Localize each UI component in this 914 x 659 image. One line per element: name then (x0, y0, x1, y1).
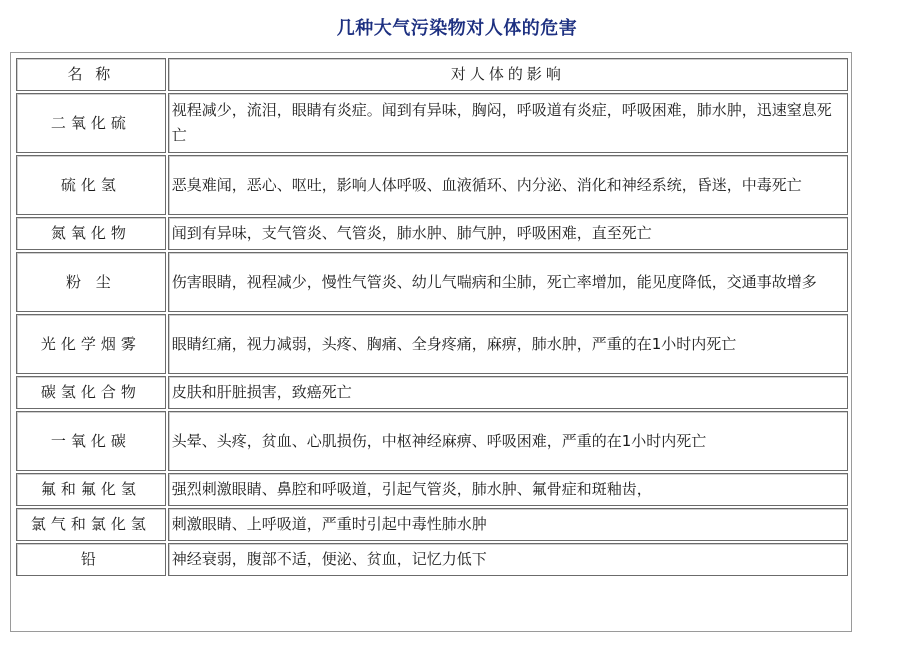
pollutant-name-cell: 光化学烟雾 (16, 314, 166, 374)
effect-cell: 刺激眼睛、上呼吸道，严重时引起中毒性肺水肿 (168, 508, 848, 541)
pollutant-name-cell: 氯气和氯化氢 (16, 508, 166, 541)
table-row (16, 473, 848, 506)
header-name-cell: 名 称 (16, 58, 166, 91)
effect-cell: 神经衰弱，腹部不适，便泌、贫血，记忆力低下 (168, 543, 848, 576)
effect-cell: 闻到有异味，支气管炎、气管炎，肺水肿、肺气肿，呼吸困难，直至死亡 (168, 217, 848, 250)
table-row (16, 376, 848, 409)
pollutant-name-cell: 一氧化碳 (16, 411, 166, 471)
table-row (16, 217, 848, 250)
table-row (16, 93, 848, 153)
pollutant-hazard-table (14, 56, 850, 578)
effect-cell: 伤害眼睛，视程减少，慢性气管炎、幼儿气喘病和尘肺，死亡率增加，能见度降低，交通事故增多 (168, 252, 848, 312)
pollutant-name-cell: 碳氢化合物 (16, 376, 166, 409)
effect-cell: 眼睛红痛，视力减弱，头疼、胸痛、全身疼痛，麻痹，肺水肿，严重的在1小时内死亡 (168, 314, 848, 374)
header-effect-cell: 对人体的影响 (168, 58, 848, 91)
effect-cell: 皮肤和肝脏损害，致癌死亡 (168, 376, 848, 409)
pollutant-name-cell: 硫化氢 (16, 155, 166, 215)
table-row (16, 411, 848, 471)
effect-cell: 视程减少，流泪，眼睛有炎症。闻到有异味，胸闷，呼吸道有炎症，呼吸困难，肺水肿，迅速窒息死亡 (168, 93, 848, 153)
table-row (16, 314, 848, 374)
effect-cell: 强烈刺激眼睛、鼻腔和呼吸道，引起气管炎，肺水肿、氟骨症和斑釉齿， (168, 473, 848, 506)
table-row (16, 543, 848, 576)
table-row (16, 252, 848, 312)
pollutant-name-cell: 二氧化硫 (16, 93, 166, 153)
pollutant-name-cell: 氮氧化物 (16, 217, 166, 250)
table-row (16, 155, 848, 215)
document-title: 几种大气污染物对人体的危害 (336, 18, 578, 39)
table-header-row (16, 58, 848, 91)
effect-cell: 头晕、头疼，贫血、心肌损伤，中枢神经麻痹、呼吸困难，严重的在1小时内死亡 (168, 411, 848, 471)
pollutant-name-cell: 粉 尘 (16, 252, 166, 312)
pollutant-name-cell: 铅 (16, 543, 166, 576)
effect-cell: 恶臭难闻，恶心、呕吐，影响人体呼吸、血液循环、内分泌、消化和神经系统，昏迷，中毒死亡 (168, 155, 848, 215)
pollutant-name-cell: 氟和氟化氢 (16, 473, 166, 506)
table-row (16, 508, 848, 541)
